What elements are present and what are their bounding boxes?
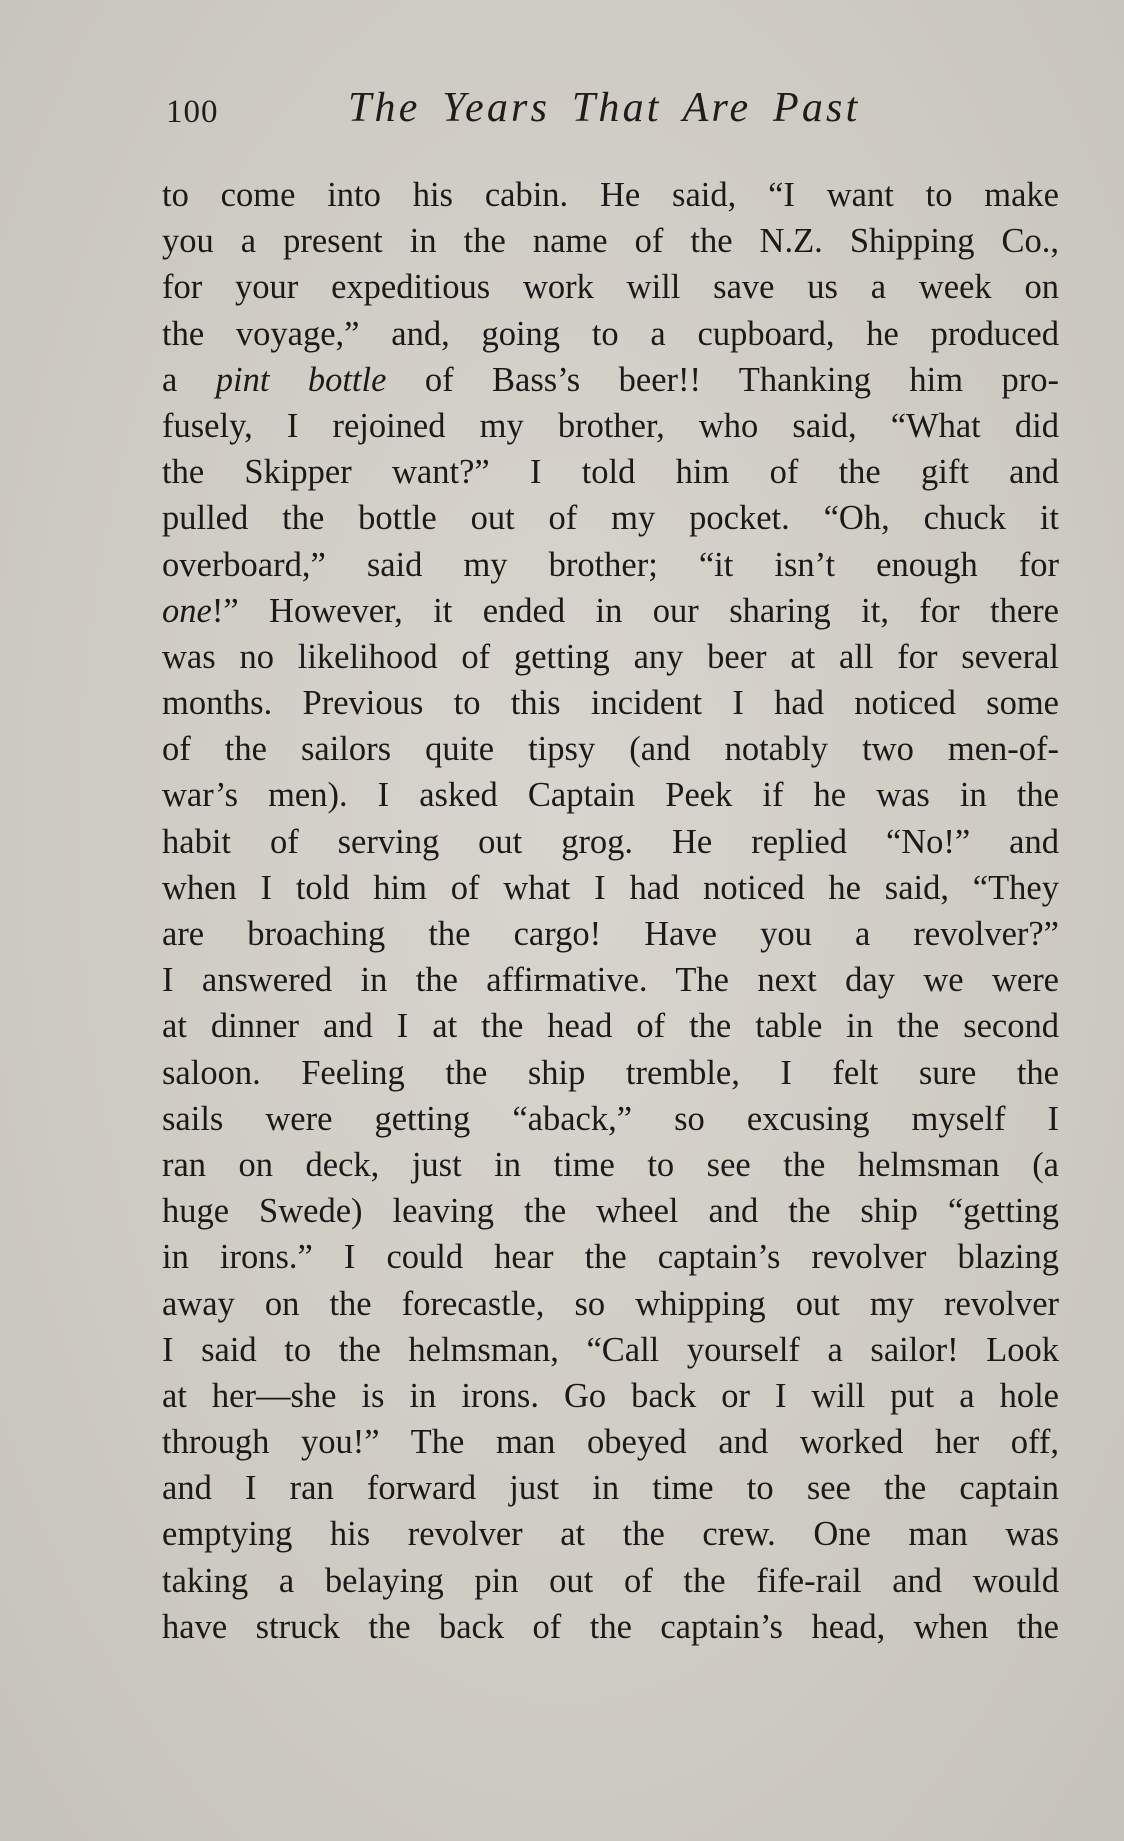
text-line: ran on deck, just in time to see the helmsman (a <box>162 1145 1059 1184</box>
text-run: a <box>162 360 216 399</box>
text-line: taking a belaying pin out of the fife-rail and would <box>162 1561 1059 1600</box>
text-line: the Skipper want?” I told him of the gift and <box>162 453 1059 492</box>
text-line: sails were getting “aback,” so excusing myself I <box>162 1099 1059 1138</box>
text-line: away on the forecastle, so whipping out my revolver <box>162 1284 1059 1323</box>
text-line: and I ran forward just in time to see the captain <box>162 1469 1059 1508</box>
text-line: of the sailors quite tipsy (and notably two men-of- <box>162 730 1059 769</box>
text-line: for your expeditious work will save us a week on <box>162 268 1059 307</box>
text-line: war’s men). I asked Captain Peek if he was in the <box>162 776 1059 815</box>
text-line: habit of serving out grog. He replied “No!” and <box>162 822 1059 861</box>
text-line: fusely, I rejoined my brother, who said, “What did <box>162 406 1059 445</box>
text-line <box>162 588 1059 634</box>
italic-text-run: one <box>162 591 212 630</box>
text-line: emptying his revolver at the crew. One man was <box>162 1515 1059 1554</box>
text-line: saloon. Feeling the ship tremble, I felt sure the <box>162 1053 1059 1092</box>
text-line: I said to the helmsman, “Call yourself a sailor! Look <box>162 1330 1059 1369</box>
text-line: at her—she is in irons. Go back or I will put a hole <box>162 1376 1059 1415</box>
text-run: of Bass’s beer!! Thanking him pro- <box>386 360 1059 399</box>
text-line: at dinner and I at the head of the table in the second <box>162 1007 1059 1046</box>
text-line: in irons.” I could hear the captain’s revolver blazing <box>162 1238 1059 1277</box>
text-line: you a present in the name of the N.Z. Shipping Co., <box>162 222 1059 261</box>
italic-text-run: pint bottle <box>215 360 387 399</box>
text-line: overboard,” said my brother; “it isn’t enough for <box>162 545 1059 584</box>
text-line: to come into his cabin. He said, “I want to make <box>162 176 1059 214</box>
text-line: I answered in the affirmative. The next day we were <box>162 961 1059 1000</box>
text-line: are broaching the cargo! Have you a revolver?” <box>162 915 1059 953</box>
page-number: 100 <box>166 94 219 130</box>
running-head <box>166 84 1066 144</box>
text-line: through you!” The man obeyed and worked her off, <box>162 1423 1059 1462</box>
text-line: have struck the back of the captain’s head, when the <box>162 1607 1059 1646</box>
text-line: was no likelihood of getting any beer at all for several <box>162 637 1059 676</box>
text-line: pulled the bottle out of my pocket. “Oh, chuck it <box>162 499 1059 538</box>
running-title: The Years That Are Past <box>348 85 861 131</box>
text-line: months. Previous to this incident I had noticed some <box>162 684 1059 723</box>
text-line: the voyage,” and, going to a cupboard, he produced <box>162 314 1059 353</box>
body-text <box>162 172 1059 1650</box>
text-line <box>162 357 1059 403</box>
text-line: when I told him of what I had noticed he said, “They <box>162 868 1059 907</box>
text-run: !” However, it ended in our sharing it, for there <box>211 591 1059 630</box>
text-line: huge Swede) leaving the wheel and the ship “getting <box>162 1192 1059 1231</box>
